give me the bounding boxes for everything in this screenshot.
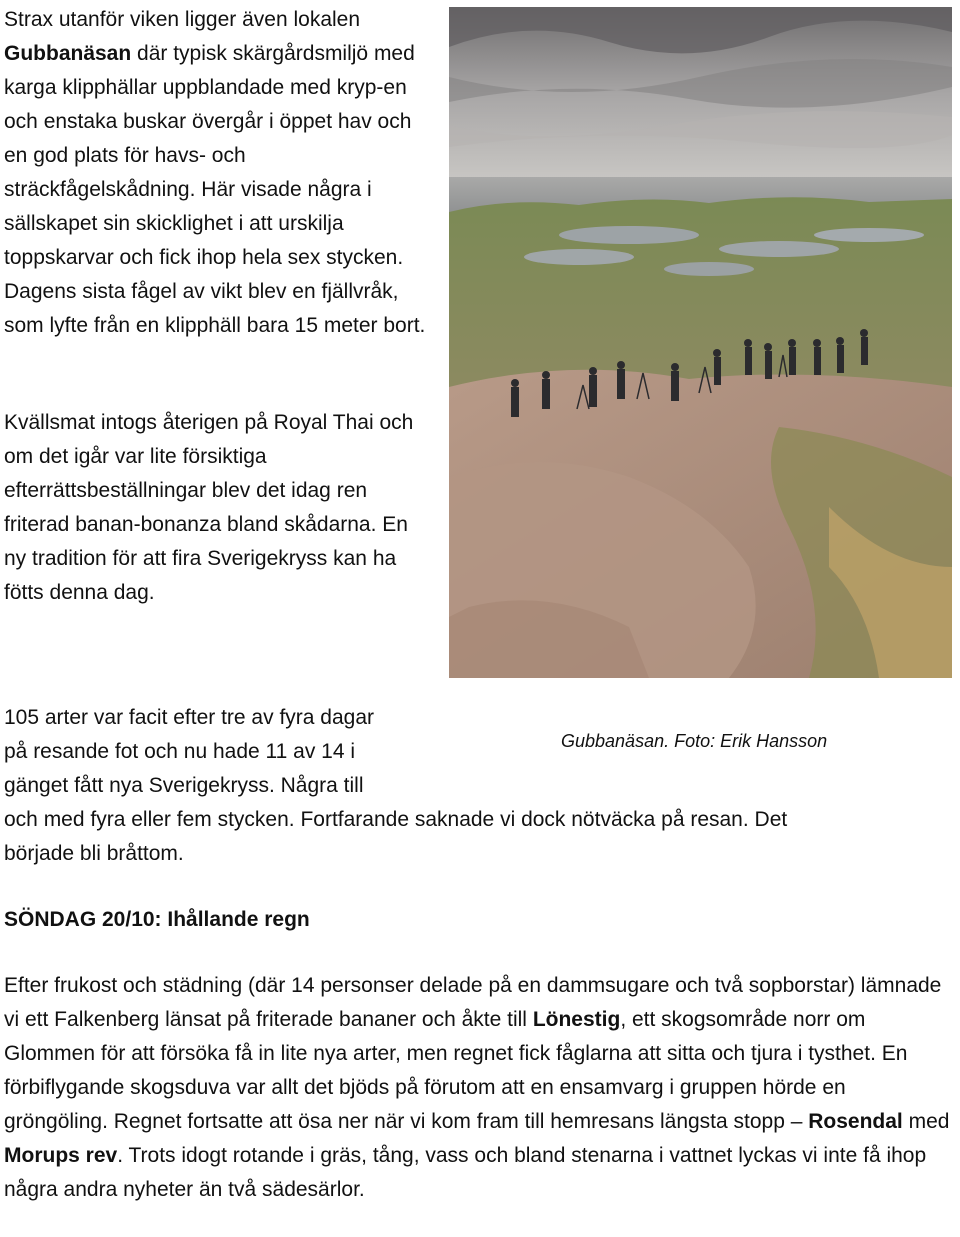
para1-text-2: där typisk skärgårdsmiljö med karga klipphällar uppblandade med kryp-en och enstaka buskar övergår i öppet hav och en god plats för havs- och sträckfågelskådning. Här visade några i sällskapet sin skicklighet i att urskilja toppskarvar och fick ihop hela sex stycken. Dagens sista fågel av vikt blev en fjällvråk, som lyfte från en klipphäll bara 15 meter bort. (4, 42, 426, 337)
para4-text-3: med (902, 1110, 950, 1133)
paragraph-evening: Kvällsmat intogs återigen på Royal Thai och om det igår var lite försiktiga efterrättsbeställningar blev det idag ren friterad banan-bonanza bland skådarna. En ny tradition för att fira Sverigekryss kan ha fötts denna dag. (4, 411, 414, 604)
coast-photo (449, 7, 952, 678)
para1-text-1: Strax utanför viken ligger även lokalen (4, 8, 361, 31)
photo-caption: Gubbanäsan. Foto: Erik Hansson (561, 731, 828, 751)
para4-text-1: Efter frukost och städning (där 14 personser delade på en dammsugare och två sopborstar) lämnade vi ett Falkenberg länsat på friterade bananer och åkte till (4, 974, 942, 1031)
place-gubbanasan: Gubbanäsan (4, 42, 132, 65)
summary-line-2: på resande fot och nu hade 11 av 14 i (4, 740, 356, 763)
summary-line-1: 105 arter var facit efter tre av fyra dagar (4, 706, 375, 729)
summary-line-3: gänget fått nya Sverigekryss. Några till (4, 774, 364, 797)
place-lonestig: Lönestig (532, 1008, 621, 1031)
place-rosendal: Rosendal (808, 1110, 903, 1133)
paragraph-summary (4, 701, 944, 871)
paragraph-sunday (4, 969, 954, 1207)
summary-line-5: började bli bråttom. (4, 842, 184, 865)
para4-text-4: . Trots idogt rotande i gräs, tång, vass och bland stenarna i vattnet lyckas vi inte få ihop några andra nyheter än två sädesärlor. (4, 1144, 927, 1201)
section-heading: SÖNDAG 20/10: Ihållande regn (4, 908, 310, 931)
summary-line-4: och med fyra eller fem stycken. Fortfarande saknade vi dock nötväcka på resan. Det (4, 808, 788, 831)
paragraph-intro (4, 3, 434, 343)
place-morups-rev: Morups rev (4, 1144, 118, 1167)
para4-text-2: , ett skogsområde norr om Glommen för att försöka få in lite nya arter, men regnet fick fåglarna att sitta och tjura i tysthet. En förbiflygande skogsduva var allt det bjöds på förutom att en ensamvarg i gruppen hörde en gröngöling. Regnet fortsatte att ösa ner när vi kom fram till hemresans längsta stopp – (4, 1008, 908, 1133)
